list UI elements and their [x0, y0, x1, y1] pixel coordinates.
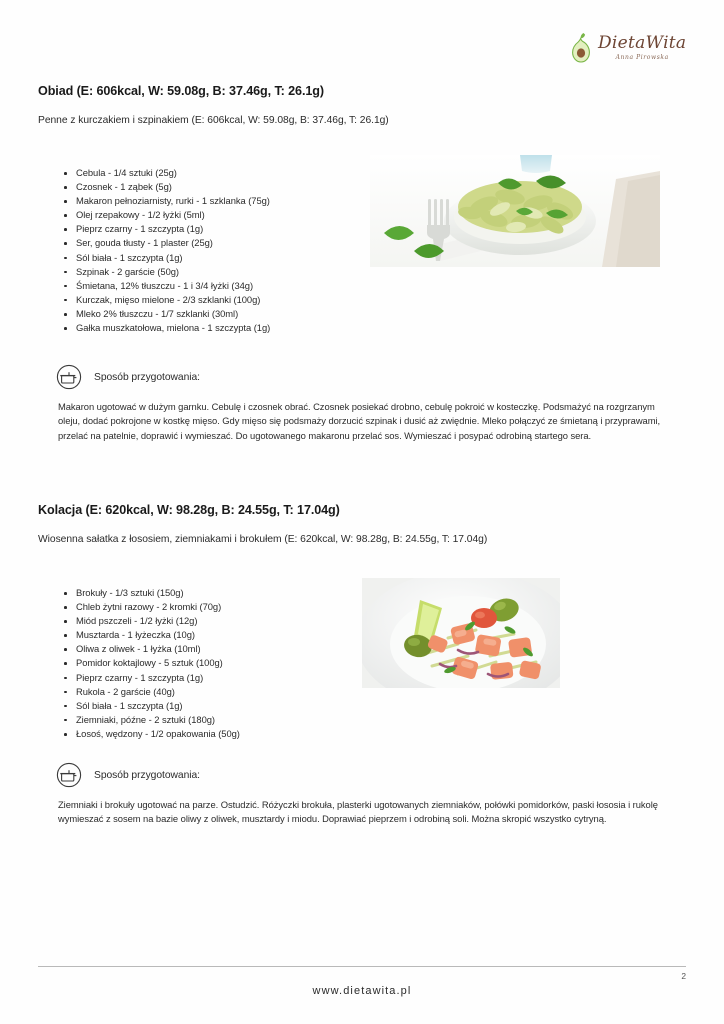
list-item: Łosoś, wędzony - 1/2 opakowania (50g) [58, 727, 358, 741]
list-item: Chleb żytni razowy - 2 kromki (70g) [58, 600, 358, 614]
meal-section-kolacja [38, 503, 686, 545]
ingredient-list-obiad [58, 166, 358, 335]
cooking-pot-icon [56, 762, 82, 788]
preparation-label: Sposób przygotowania: [94, 371, 200, 383]
list-item: Pieprz czarny - 1 szczypta (1g) [58, 671, 358, 685]
list-item: Ziemniaki, późne - 2 sztuki (180g) [58, 713, 358, 727]
list-item: Cebula - 1/4 sztuki (25g) [58, 166, 358, 180]
list-item: Miód pszczeli - 1/2 łyżki (12g) [58, 614, 358, 628]
preparation-header-kolacja [56, 762, 200, 788]
page-number: 2 [681, 971, 686, 981]
list-item: Ser, gouda tłusty - 1 plaster (25g) [58, 236, 358, 250]
list-item: Śmietana, 12% tłuszczu - 1 i 3/4 łyżki (34g) [58, 279, 358, 293]
list-item: Olej rzepakowy - 1/2 łyżki (5ml) [58, 208, 358, 222]
meal-subtitle: Penne z kurczakiem i szpinakiem (E: 606kcal, W: 59.08g, B: 37.46g, T: 26.1g) [38, 115, 389, 126]
ingredient-list-kolacja [58, 586, 358, 741]
footer-divider [38, 966, 686, 967]
meal-subtitle: Wiosenna sałatka z łososiem, ziemniakami i brokułem (E: 620kcal, W: 98.28g, B: 24.55g, T: 17.04g) [38, 534, 488, 545]
preparation-text-obiad: Makaron ugotować w dużym garnku. Cebulę i czosnek obrać. Czosnek posiekać drobno, cebulę pokroić w kosteczkę. Podsmażyć na rozgrzanym oleju, dodać pokrojone w kostkę mięso. Gdy mięso się podsmaży dorzucić szpinak i dusić aż zwiędnie. Mleko połączyć ze śmietaną i przyprawami, przelać na patelnie, doprawić i wymieszać. Do ugotowanego makaronu przelać sos. Wymieszać i posypać odrobiną startego sera. [58, 401, 661, 441]
preparation-text-kolacja: Ziemniaki i brokuły ugotować na parze. Ostudzić. Różyczki brokuła, plasterki ugotowanych ziemniaków, połówki pomidorków, paski łososia i rukolę wymieszać z sosem na bazie oliwy z oliwek, musztardy i miodu. Doprawiać pieprzem i odrobiną soli. Można skropić wszystko cytryną. [58, 799, 658, 825]
brand-subtitle: Anna Pirowska [615, 54, 669, 61]
food-photo-kolacja [362, 578, 560, 688]
list-item: Brokuły - 1/3 sztuki (150g) [58, 586, 358, 600]
preparation-header-obiad [56, 364, 200, 390]
list-item: Sól biała - 1 szczypta (1g) [58, 699, 358, 713]
list-item: Rukola - 2 garście (40g) [58, 685, 358, 699]
list-item: Czosnek - 1 ząbek (5g) [58, 180, 358, 194]
list-item: Musztarda - 1 łyżeczka (10g) [58, 628, 358, 642]
list-item: Kurczak, mięso mielone - 2/3 szklanki (100g) [58, 293, 358, 307]
brand-logo [568, 26, 696, 70]
meal-title: Obiad (E: 606kcal, W: 59.08g, B: 37.46g, T: 26.1g) [38, 84, 324, 98]
avocado-icon [568, 31, 594, 65]
footer-website-url: www.dietawita.pl [312, 985, 412, 997]
meal-section-obiad [38, 84, 686, 126]
list-item: Oliwa z oliwek - 1 łyżka (10ml) [58, 642, 358, 656]
brand-name: DietaWita [598, 33, 687, 53]
list-item: Mleko 2% tłuszczu - 1/7 szklanki (30ml) [58, 307, 358, 321]
list-item: Szpinak - 2 garście (50g) [58, 265, 358, 279]
preparation-label: Sposób przygotowania: [94, 769, 200, 781]
brand-wordmark [598, 35, 686, 61]
list-item: Gałka muszkatołowa, mielona - 1 szczypta (1g) [58, 321, 358, 335]
food-photo-obiad [370, 155, 660, 267]
list-item: Makaron pełnoziarnisty, rurki - 1 szklanka (75g) [58, 194, 358, 208]
list-item: Pomidor koktajlowy - 5 sztuk (100g) [58, 656, 358, 670]
list-item: Pieprz czarny - 1 szczypta (1g) [58, 222, 358, 236]
list-item: Sól biała - 1 szczypta (1g) [58, 251, 358, 265]
cooking-pot-icon [56, 364, 82, 390]
meal-title: Kolacja (E: 620kcal, W: 98.28g, B: 24.55g, T: 17.04g) [38, 503, 340, 517]
